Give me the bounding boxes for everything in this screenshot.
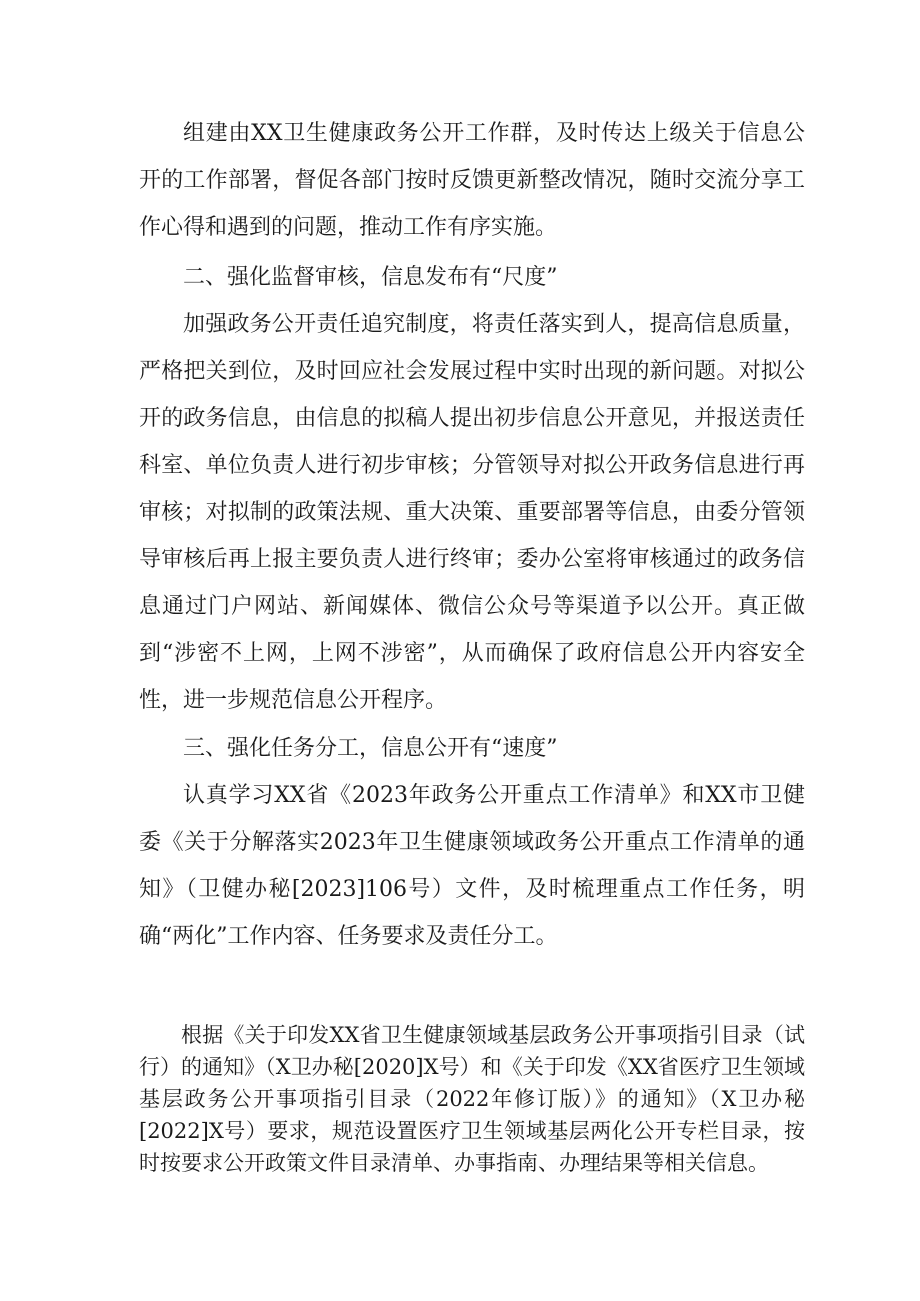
paragraph-review-process: 加强政务公开责任追究制度，将责任落实到人，提高信息质量，严格把关到位，及时回应社会发展过程中实时出现的新问题。对拟公开的政务信息，由信息的拟稿人提出初步信息公开意见，并报送责任科室、单位负责人进行初步审核；分管领导对拟公开政务信息进行再审核；对拟制的政策法规、重大决策、重要部署等信息，由委分管领导审核后再上报主要负责人进行终审；委办公室将审核通过的政务信息通过门户网站、新闻媒体、微信公众号等渠道予以公开。真正做到“涉密不上网，上网不涉密”，从而确保了政府信息公开内容安全性，进一步规范信息公开程序。 (139, 312, 805, 713)
section-heading-supervision: 二、强化监督审核，信息发布有“尺度” (183, 265, 558, 290)
paragraph-work-group: 组建由XX卫生健康政务公开工作群，及时传达上级关于信息公开的工作部署，督促各部门按时反馈更新整改情况，随时交流分享工作心得和遇到的问题，推动工作有序实施。 (139, 121, 805, 240)
paragraph-catalog-setup: 根据《关于印发XX省卫生健康领域基层政务公开事项指引目录（试行）的通知》（X卫办秘[2020]X号）和《关于印发《XX省医疗卫生领域基层政务公开事项指引目录（2022年修订版）》的通知》（X卫办秘[2022]X号）要求，规范设置医疗卫生领域基层两化公开专栏目录，按时按要求公开政策文件目录清单、办事指南、办理结果等相关信息。 (139, 1023, 805, 1175)
paragraph-study-list: 认真学习XX省《2023年政务公开重点工作清单》和XX市卫健委《关于分解落实2023年卫生健康领域政务公开重点工作清单的通知》（卫健办秘[2023]106号）文件，及时梳理重点工作任务，明确“两化”工作内容、任务要求及责任分工。 (139, 783, 805, 949)
section-heading-task-division: 三、强化任务分工，信息公开有“速度” (183, 736, 558, 761)
